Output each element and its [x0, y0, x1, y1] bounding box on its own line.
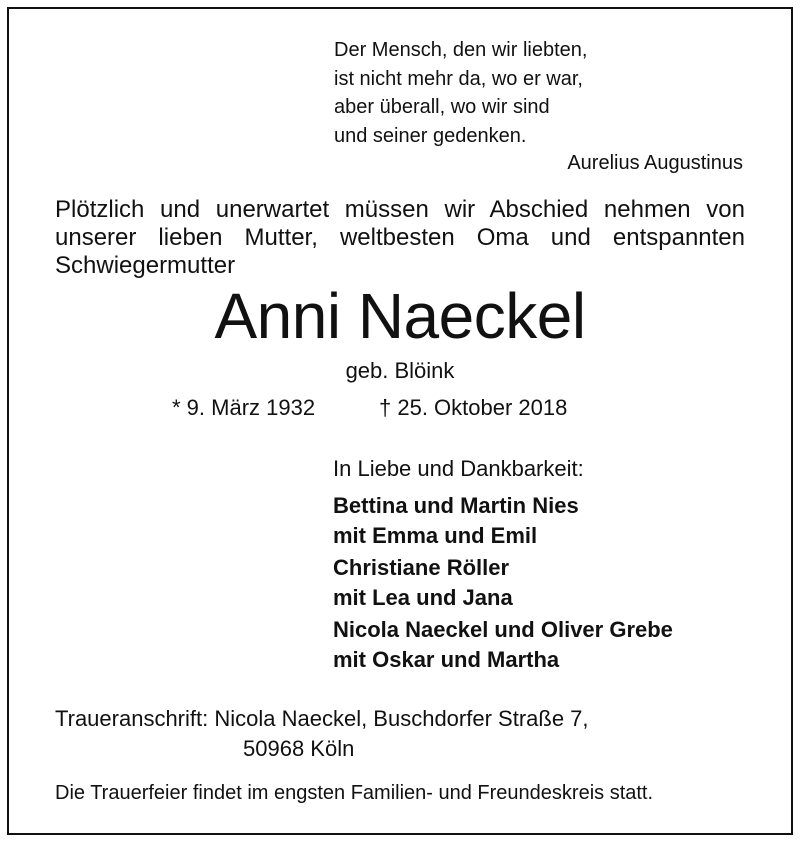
family-entry [333, 491, 673, 551]
maiden-name: geb. Blöink [345, 358, 455, 383]
poem [334, 36, 587, 150]
deceased-name: Anni Naeckel [214, 280, 586, 352]
birth-date: * 9. März 1932 [172, 395, 316, 420]
intro-line: Schwiegermutter [55, 252, 236, 279]
family-children: mit Lea und Jana [333, 585, 513, 610]
intro-paragraph [55, 196, 745, 280]
family-children: mit Emma und Emil [333, 523, 538, 548]
poem-line: und seiner gedenken. [334, 124, 527, 147]
intro-line: unserer lieben Mutter, weltbesten Oma und entspannten [55, 224, 745, 251]
mourning-address-city: 50968 Köln [243, 736, 355, 761]
family-children: mit Oskar und Martha [333, 647, 560, 672]
family-names: Nicola Naeckel und Oliver Grebe [333, 617, 673, 642]
poem-line: aber überall, wo wir sind [334, 96, 550, 118]
poem-line: ist nicht mehr da, wo er war, [334, 67, 583, 90]
poem-line: Der Mensch, den wir liebten, [334, 39, 588, 61]
poem-author: Aurelius Augustinus [567, 152, 743, 174]
death-date: † 25. Oktober 2018 [379, 395, 568, 420]
family-entry [333, 553, 673, 613]
mourning-address: Traueranschrift: Nicola Naeckel, Buschdorfer Straße 7, [55, 706, 589, 731]
family-names: Christiane Röller [333, 555, 510, 580]
mourners-list [333, 491, 673, 677]
family-entry [333, 615, 673, 675]
intro-line: Plötzlich und unerwartet müssen wir Abschied nehmen von [55, 196, 745, 223]
mourners-heading: In Liebe und Dankbarkeit: [333, 456, 584, 481]
family-names: Bettina und Martin Nies [333, 493, 579, 518]
ceremony-note: Die Trauerfeier findet im engsten Familien- und Freundeskreis statt. [55, 782, 654, 804]
